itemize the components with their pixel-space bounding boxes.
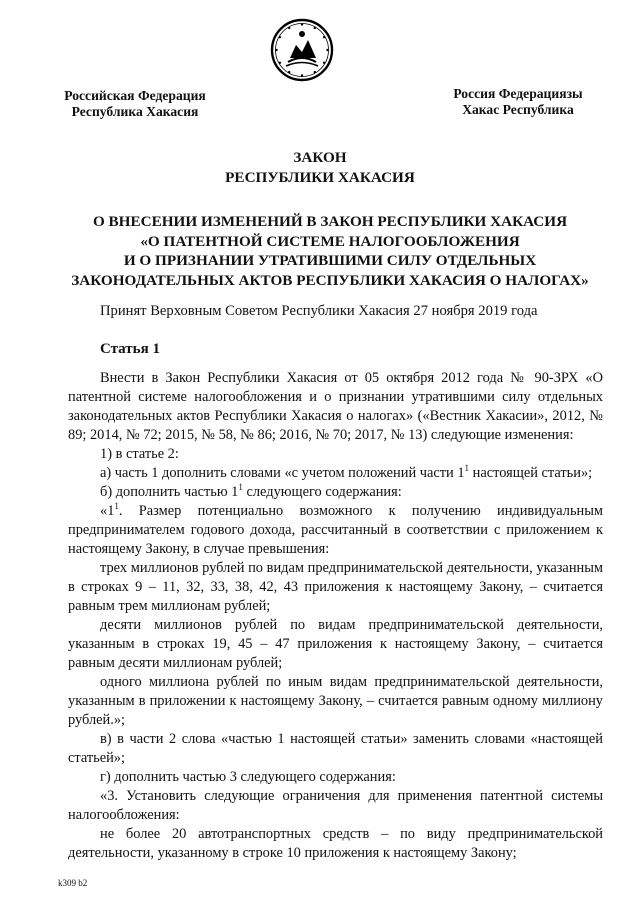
republic-emblem [270,18,334,82]
text-segment: настоящей статьи»; [469,465,593,481]
paragraph [68,464,603,483]
subject-line-3: И О ПРИЗНАНИИ УТРАТИВШИМИ СИЛУ ОТДЕЛЬНЫХ [123,252,537,269]
header-right-country: Россия Федерациязы [453,86,583,101]
paragraph: не более 20 автотранспортных средств – по виду предпринимательской деятельности, указанному в строке 10 приложения к настоящему Закону; [68,826,603,861]
footer-code: k309 b2 [58,878,88,888]
paragraph: одного миллиона рублей по иным видам предпринимательской деятельности, указанным в приложении к настоящему Закону, – считается равным одному миллиону рублей.»; [68,674,603,728]
paragraph: 1) в статье 2: [100,446,179,462]
header-right-republic: Хакас Республика [462,102,574,117]
subject-line-2: «О ПАТЕНТНОЙ СИСТЕМЕ НАЛОГООБЛОЖЕНИЯ [140,232,520,250]
title-line-republic: РЕСПУБЛИКИ ХАКАСИЯ [225,169,415,186]
text-segment: . Размер потенциально возможного к получению индивидуальным предпринимателем годового дохода, рассчитанный в соответствии с приложением к настоящему Закону, в случае превышения: [68,503,603,557]
text-segment: б) дополнить частью 1 [100,484,239,500]
header-left-country: Российская Федерация [64,88,206,103]
title-line-law: ЗАКОН [293,149,347,166]
header-left [60,88,210,120]
paragraph: трех миллионов рублей по видам предпринимательской деятельности, указанным в строках 9 – 11, 32, 33, 38, 42, 43 приложения к настоящему Закону, – считается равным трем миллионам рублей; [68,560,603,614]
header-right [438,86,598,118]
superscript: 1 [114,501,119,511]
paragraph [68,502,603,559]
text-segment: следующего содержания: [242,484,402,500]
subject-line-4: ЗАКОНОДАТЕЛЬНЫХ АКТОВ РЕСПУБЛИКИ ХАКАСИЯ О НАЛОГАХ» [71,271,589,289]
paragraph: «3. Установить следующие ограничения для применения патентной системы налогообложения: [68,788,603,823]
paragraph: десяти миллионов рублей по видам предпринимательской деятельности, указанным в строках 19, 45 – 47 приложения к настоящему Закону, – считается равным десяти миллионам рублей; [68,617,603,671]
header-left-republic: Республика Хакасия [71,104,199,119]
document-title [0,148,640,188]
article-heading: Статья 1 [100,341,160,357]
paragraph: г) дополнить частью 3 следующего содержания: [100,769,396,785]
paragraph: в) в части 2 слова «частью 1 настоящей статьи» заменить словами «настоящей статьей»; [68,731,603,766]
subject-line-1: О ВНЕСЕНИИ ИЗМЕНЕНИЙ В ЗАКОН РЕСПУБЛИКИ ХАКАСИЯ [92,213,568,230]
adoption-note: Принят Верховным Советом Республики Хакасия 27 ноября 2019 года [100,303,538,319]
article-body [68,369,603,863]
paragraph: Внести в Закон Республики Хакасия от 05 октября 2012 года № 90-ЗРХ «О патентной системе налогообложения и о признании утратившими силу отдельных законодательных актов Республики Хакасия о налогах» («Вестник Хакасии», 2012, № 89; 2014, № 72; 2015, № 58, № 86; 2016, № 70; 2017, № 13) следующие изменения: [68,370,603,443]
text-segment: «1 [100,503,115,519]
superscript: 1 [464,463,470,473]
law-subject [50,212,610,290]
paragraph [68,483,603,502]
superscript: 1 [238,482,243,492]
text-segment: а) часть 1 дополнить словами «с учетом положений части 1 [100,465,465,481]
